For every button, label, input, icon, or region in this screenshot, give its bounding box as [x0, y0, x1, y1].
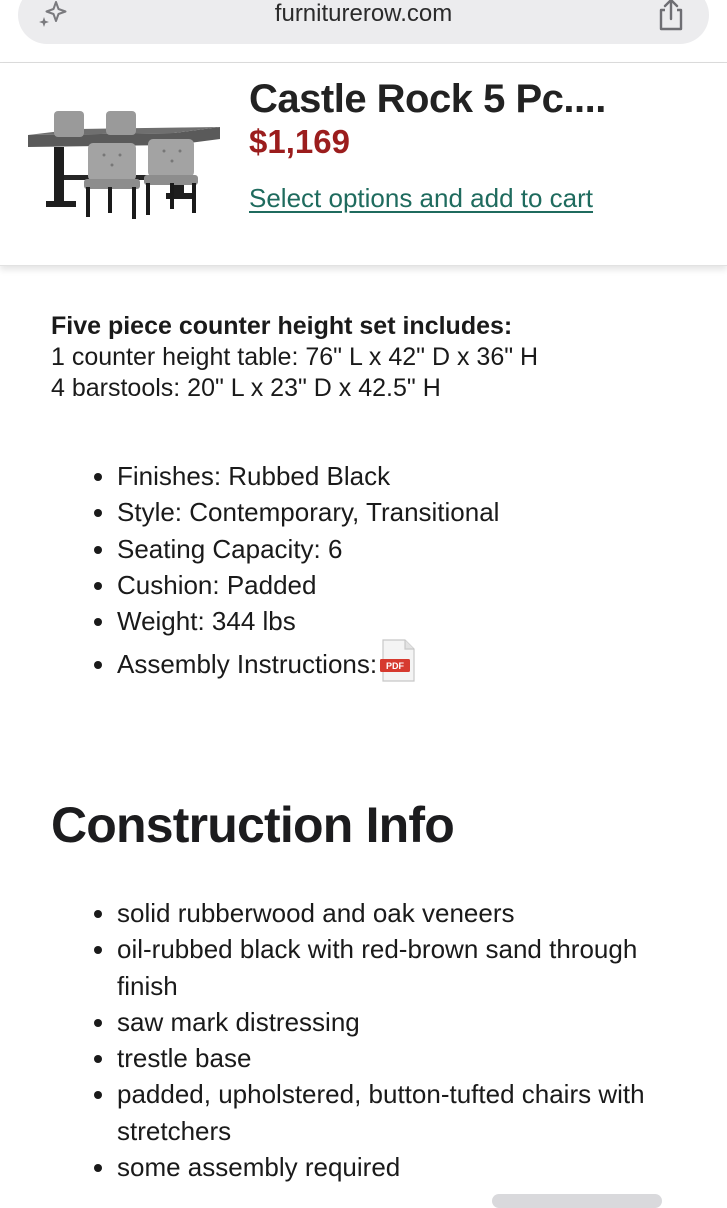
- construction-list: [66, 895, 677, 1185]
- spec-text: Style: Contemporary, Transitional: [117, 497, 500, 528]
- spec-text: Finishes: Rubbed Black: [117, 461, 391, 491]
- pdf-icon-label: PDF: [386, 661, 405, 672]
- list-item: • oil-rubbed black with red-brown sand through finish: [117, 931, 677, 1004]
- description-line: 4 barstools: 20" L x 23" D x 42.5" H: [51, 374, 441, 402]
- list-item: • saw mark distressing: [117, 1004, 677, 1040]
- product-sticky-header: [0, 63, 727, 266]
- list-item: [117, 494, 677, 530]
- product-price: $1,169: [249, 123, 350, 160]
- spec-text: Cushion: Padded: [117, 569, 317, 600]
- list-item: [117, 458, 677, 494]
- spec-text: Weight: 344 lbs: [117, 606, 296, 637]
- spec-text: Assembly Instructions:: [117, 649, 378, 680]
- description-line: 1 counter height table: 76" L x 42" D x 36" H: [51, 343, 539, 371]
- list-item: [117, 603, 677, 639]
- list-item: [117, 567, 677, 603]
- select-options-link[interactable]: Select options and add to cart: [249, 183, 594, 213]
- list-item: • some assembly required: [117, 1149, 677, 1185]
- spec-list: [66, 458, 677, 683]
- spec-text: Seating Capacity: 6: [117, 533, 343, 564]
- url-text[interactable]: furniturerow.com: [274, 0, 453, 27]
- product-description: [51, 311, 538, 404]
- list-item: [117, 639, 677, 683]
- pdf-icon[interactable]: [379, 639, 417, 683]
- browser-address-bar: [0, 0, 727, 63]
- list-item: • trestle base: [117, 1040, 677, 1076]
- product-title: Castle Rock 5 Pc....: [249, 77, 606, 121]
- list-item: • padded, upholstered, button-tufted chairs with stretchers: [117, 1076, 677, 1149]
- description-lead: Five piece counter height set includes:: [51, 312, 513, 340]
- construction-info-heading: Construction Info: [51, 797, 455, 853]
- product-thumbnail[interactable]: [24, 83, 224, 223]
- share-icon[interactable]: [655, 0, 687, 32]
- scroll-indicator: [492, 1194, 662, 1208]
- list-item: • solid rubberwood and oak veneers: [117, 895, 677, 931]
- list-item: [117, 531, 677, 567]
